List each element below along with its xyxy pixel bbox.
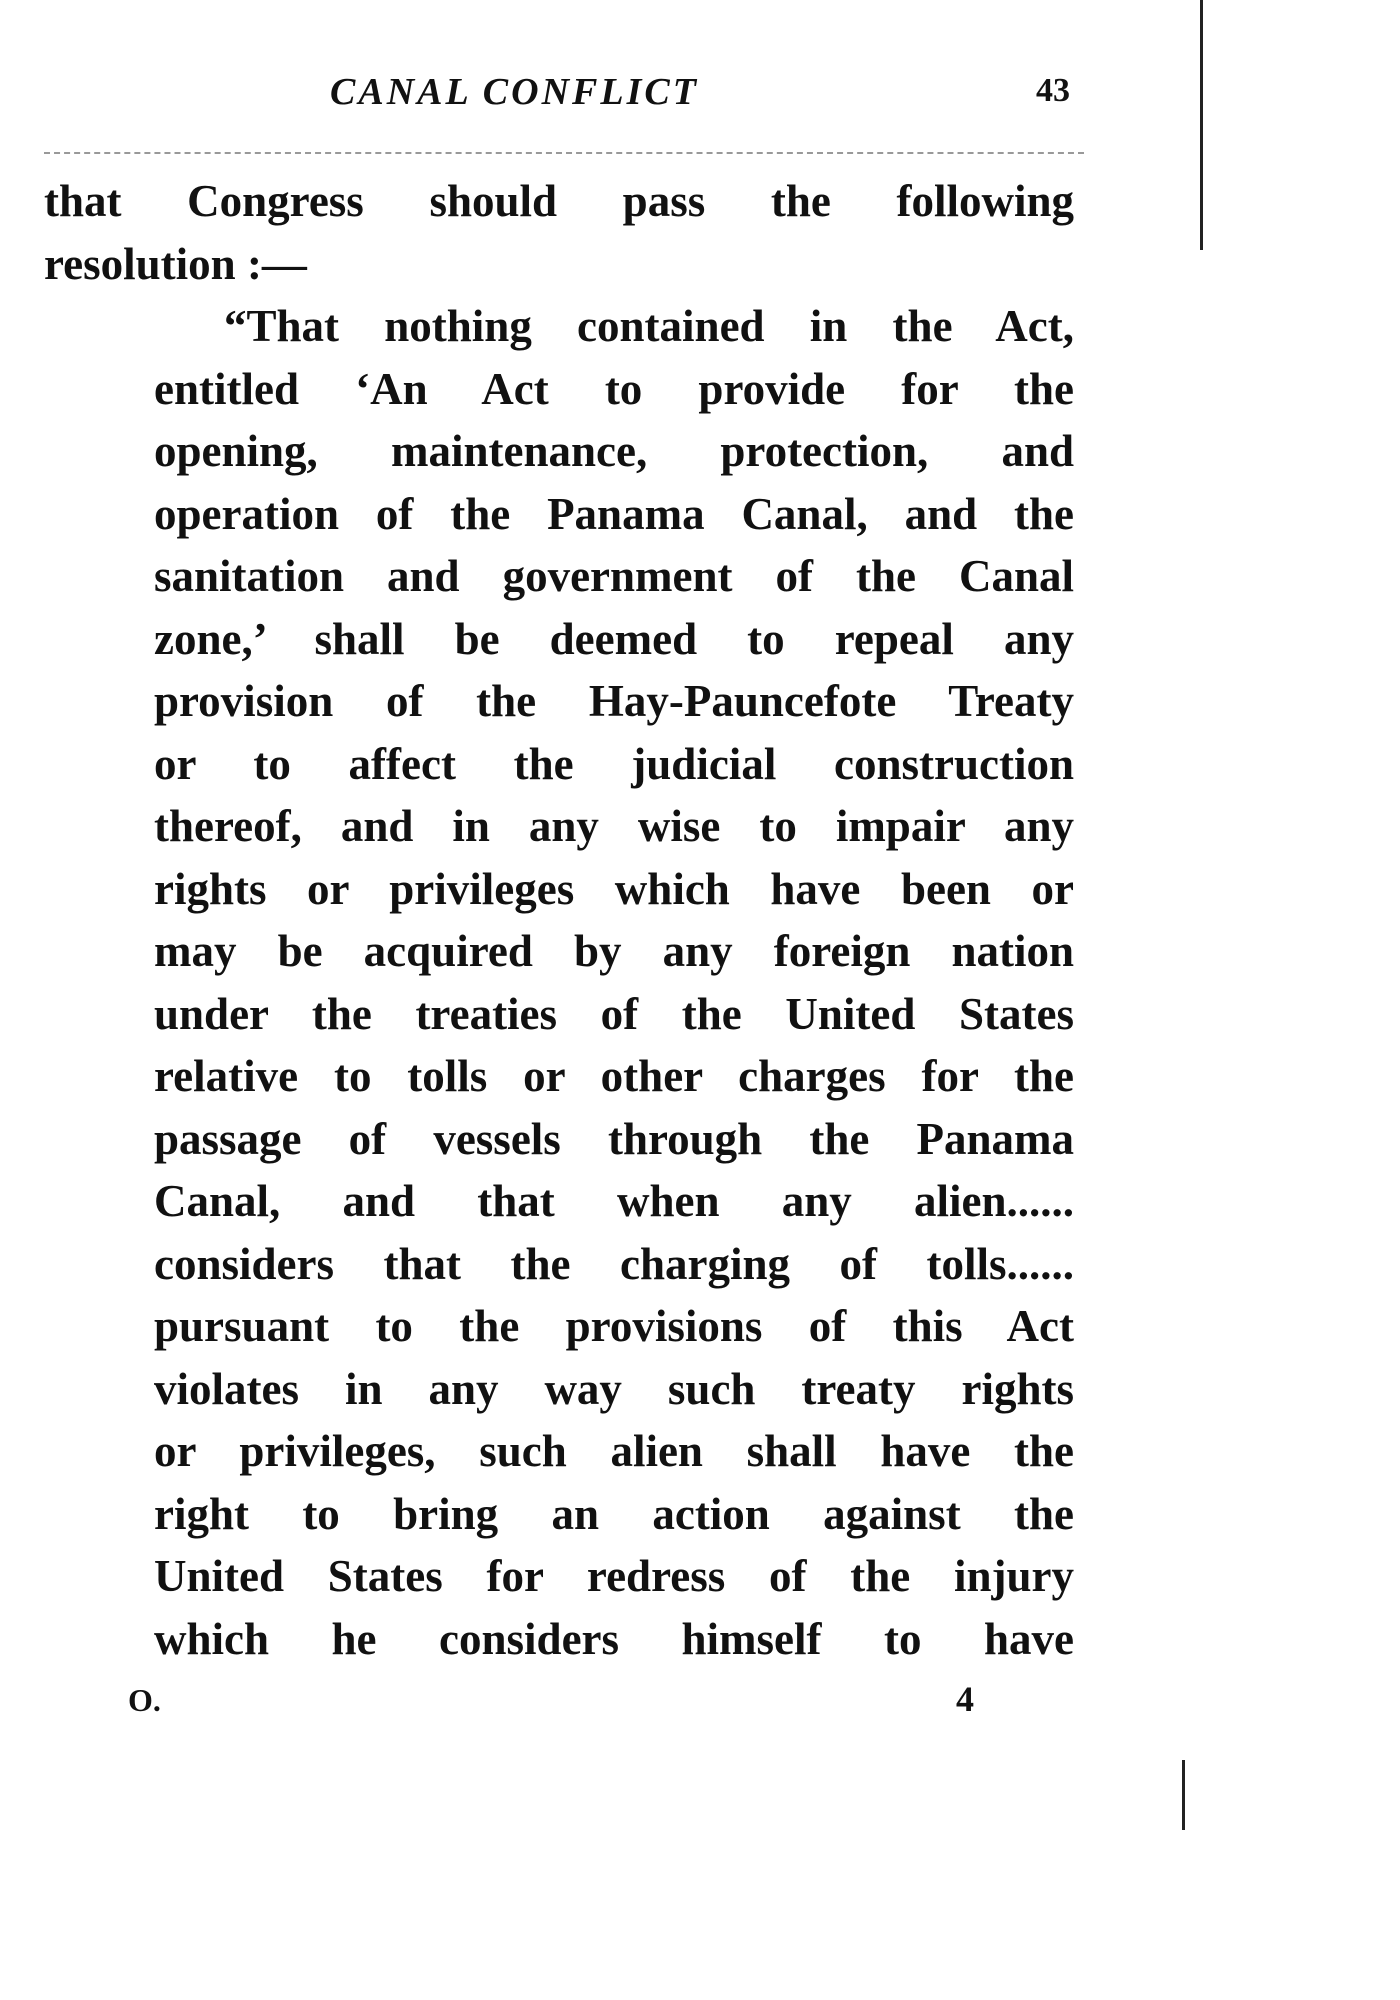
text-line: that Congress should pass the following (44, 176, 1074, 226)
text-line: resolution :— (44, 238, 307, 289)
quote-line: right to bring an action against the (154, 1488, 1074, 1539)
running-head (40, 70, 1080, 130)
signature-mark: O. (128, 1682, 161, 1718)
quote-line: provision of the Hay-Pauncefote Treaty (154, 676, 1074, 726)
quote-line: zone,’ shall be deemed to repeal any (154, 613, 1074, 664)
page-footer (0, 1679, 1400, 1742)
quote-line: thereof, and in any wise to impair any (154, 801, 1074, 851)
quote-line: which he considers himself to have (154, 1613, 1074, 1664)
margin-rule-bottom (1182, 1760, 1185, 1830)
quote-line: passage of vessels through the Panama (154, 1113, 1074, 1164)
quote-line: entitled ‘An Act to provide for the (154, 363, 1074, 414)
quote-line: United States for redress of the injury (154, 1551, 1074, 1601)
quote-line: may be acquired by any foreign nation (154, 926, 1074, 976)
quote-line: considers that the charging of tolls...... (154, 1238, 1074, 1289)
quote-line: sanitation and government of the Canal (154, 551, 1074, 601)
quote-line: or privileges, such alien shall have the (154, 1426, 1074, 1476)
quote-line: relative to tolls or other charges for the (154, 1051, 1074, 1101)
header-rule (44, 152, 1084, 154)
quote-line: Canal, and that when any alien...... (154, 1176, 1074, 1226)
quote-line: opening, maintenance, protection, and (154, 426, 1074, 476)
quote-line: or to affect the judicial construction (154, 738, 1074, 789)
page-number: 43 (1036, 72, 1070, 109)
body-text (44, 170, 1074, 1670)
sheet-number: 4 (956, 1679, 974, 1719)
margin-rule-top (1200, 0, 1203, 250)
quote-line: operation of the Panama Canal, and the (154, 488, 1074, 539)
quote-line: under the treaties of the United States (154, 988, 1074, 1039)
quote-line: pursuant to the provisions of this Act (154, 1301, 1074, 1351)
running-title: CANAL CONFLICT (330, 71, 699, 113)
quote-line: violates in any way such treaty rights (154, 1363, 1074, 1414)
quote-line: rights or privileges which have been or (154, 863, 1074, 914)
quote-line: “That nothing contained in the Act, (224, 301, 1074, 351)
